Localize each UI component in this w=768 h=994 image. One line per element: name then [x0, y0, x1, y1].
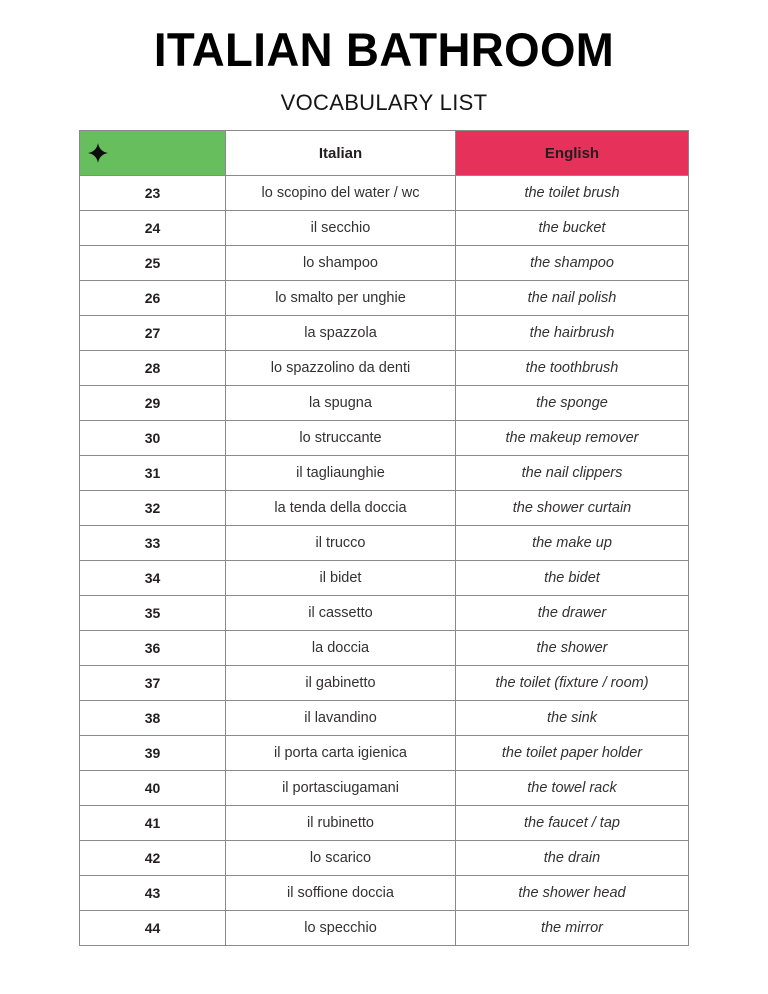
cell-number: 35 [80, 596, 226, 631]
table-row [80, 841, 689, 876]
table-row [80, 701, 689, 736]
cell-italian: il soffione doccia [226, 876, 456, 911]
table-row [80, 246, 689, 281]
cell-italian: il rubinetto [226, 806, 456, 841]
cell-italian: la spugna [226, 386, 456, 421]
cell-italian: la tenda della doccia [226, 491, 456, 526]
cell-english: the makeup remover [456, 421, 689, 456]
cell-english: the hairbrush [456, 316, 689, 351]
cell-number: 25 [80, 246, 226, 281]
table-row [80, 176, 689, 211]
cell-italian: la spazzola [226, 316, 456, 351]
cell-number: 39 [80, 736, 226, 771]
table-body [80, 176, 689, 946]
cell-english: the toilet (fixture / room) [456, 666, 689, 701]
cell-english: the make up [456, 526, 689, 561]
cell-number: 38 [80, 701, 226, 736]
cell-number: 27 [80, 316, 226, 351]
table-row [80, 806, 689, 841]
cell-english: the bucket [456, 211, 689, 246]
cell-english: the drawer [456, 596, 689, 631]
table-row [80, 281, 689, 316]
cell-english: the drain [456, 841, 689, 876]
cell-italian: il gabinetto [226, 666, 456, 701]
cell-number: 28 [80, 351, 226, 386]
cell-italian: il bidet [226, 561, 456, 596]
cell-english: the sink [456, 701, 689, 736]
star-icon [88, 143, 108, 163]
cell-english: the faucet / tap [456, 806, 689, 841]
vocabulary-table [79, 130, 689, 946]
cell-number: 40 [80, 771, 226, 806]
cell-number: 26 [80, 281, 226, 316]
cell-english: the toothbrush [456, 351, 689, 386]
cell-italian: il lavandino [226, 701, 456, 736]
cell-italian: lo specchio [226, 911, 456, 946]
page-title: ITALIAN BATHROOM [153, 23, 615, 76]
cell-italian: lo shampoo [226, 246, 456, 281]
cell-english: the shower curtain [456, 491, 689, 526]
cell-number: 36 [80, 631, 226, 666]
cell-english: the toilet paper holder [456, 736, 689, 771]
cell-italian: il secchio [226, 211, 456, 246]
cell-english: the nail clippers [456, 456, 689, 491]
table-header-row [80, 131, 689, 176]
cell-english: the sponge [456, 386, 689, 421]
cell-number: 43 [80, 876, 226, 911]
table-header [80, 131, 689, 176]
table-row [80, 421, 689, 456]
cell-english: the nail polish [456, 281, 689, 316]
cell-number: 37 [80, 666, 226, 701]
cell-italian: lo scarico [226, 841, 456, 876]
cell-italian: lo smalto per unghie [226, 281, 456, 316]
table-row [80, 211, 689, 246]
title-block [0, 0, 768, 116]
cell-italian: il portasciugamani [226, 771, 456, 806]
cell-english: the shower [456, 631, 689, 666]
cell-english: the toilet brush [456, 176, 689, 211]
column-header-italian: Italian [226, 131, 456, 176]
cell-number: 23 [80, 176, 226, 211]
cell-english: the shower head [456, 876, 689, 911]
cell-number: 29 [80, 386, 226, 421]
cell-italian: il cassetto [226, 596, 456, 631]
cell-english: the bidet [456, 561, 689, 596]
cell-number: 32 [80, 491, 226, 526]
column-header-number [80, 131, 226, 176]
table-row [80, 666, 689, 701]
table-row [80, 316, 689, 351]
table-row [80, 911, 689, 946]
table-row [80, 561, 689, 596]
column-header-english: English [456, 131, 689, 176]
table-row [80, 736, 689, 771]
cell-number: 44 [80, 911, 226, 946]
cell-italian: la doccia [226, 631, 456, 666]
page-subtitle: VOCABULARY LIST [280, 90, 488, 115]
cell-italian: il porta carta igienica [226, 736, 456, 771]
table-row [80, 351, 689, 386]
cell-number: 41 [80, 806, 226, 841]
cell-italian: lo scopino del water / wc [226, 176, 456, 211]
cell-number: 30 [80, 421, 226, 456]
cell-italian: il tagliaunghie [226, 456, 456, 491]
table-row [80, 876, 689, 911]
cell-english: the shampoo [456, 246, 689, 281]
cell-english: the mirror [456, 911, 689, 946]
cell-number: 31 [80, 456, 226, 491]
table-row [80, 456, 689, 491]
table-row [80, 771, 689, 806]
cell-italian: lo struccante [226, 421, 456, 456]
cell-italian: lo spazzolino da denti [226, 351, 456, 386]
table-row [80, 526, 689, 561]
cell-number: 33 [80, 526, 226, 561]
table-row [80, 596, 689, 631]
cell-number: 42 [80, 841, 226, 876]
cell-number: 24 [80, 211, 226, 246]
table-row [80, 386, 689, 421]
vocabulary-table-wrapper [79, 130, 688, 946]
table-row [80, 491, 689, 526]
cell-number: 34 [80, 561, 226, 596]
table-row [80, 631, 689, 666]
cell-english: the towel rack [456, 771, 689, 806]
cell-italian: il trucco [226, 526, 456, 561]
